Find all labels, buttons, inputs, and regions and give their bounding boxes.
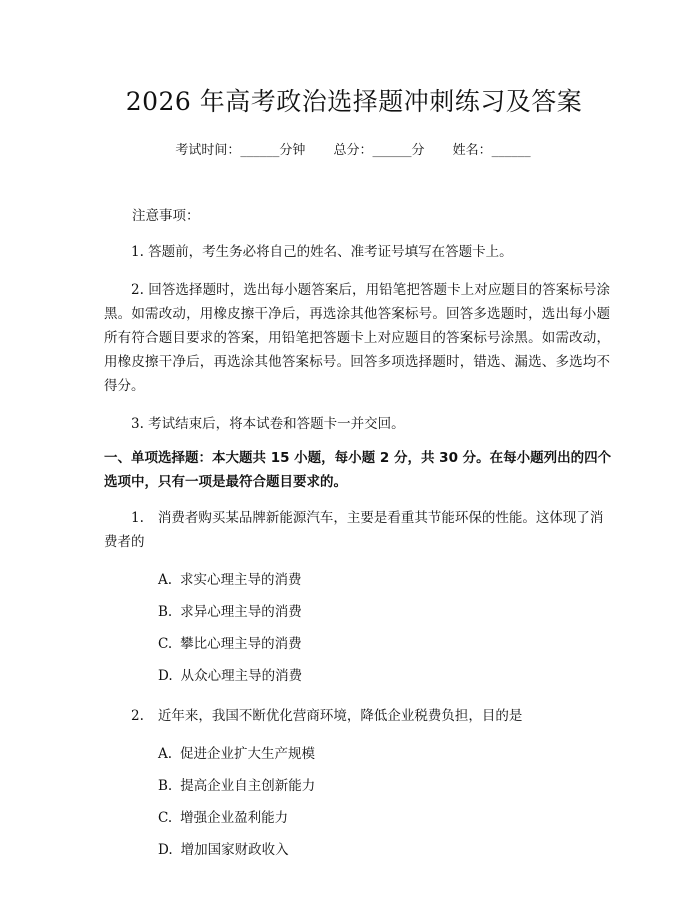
section-header: 一、单项选择题：本大题共 15 小题，每小题 2 分，共 30 分。在每小题列出的四个选项中，只有一项是最符合题目要求的。 [104, 450, 612, 490]
option-text: 求实心理主导的消费 [180, 572, 302, 588]
option-text: 从众心理主导的消费 [180, 668, 303, 684]
student-name-field: 姓名：______ [452, 143, 531, 158]
question-text: 近年来，我国不断优化营商环境，降低企业税费负担，目的是 [157, 708, 523, 724]
notice-item: 2. 回答选择题时，选出每小题答案后，用铅笔把答题卡上对应题目的答案标号涂黑。如需改动，用橡皮擦干净后，再选涂其他答案标号。回答多选题时，选出每小题所有符合题目要求的答案，用铅笔把答题卡上对应题目的答案标号涂黑。如需改动，用橡皮擦干净后，再选涂其他答案标号。回答多项选择题时，错选、漏选、多选均不得分。 [104, 282, 610, 394]
option-letter: B. [158, 778, 173, 794]
option-a [158, 564, 610, 596]
question [104, 506, 610, 692]
option-c [158, 802, 610, 834]
options-list [104, 564, 610, 692]
question-stem [104, 506, 610, 554]
option-text: 增加国家财政收入 [180, 842, 289, 858]
notice-heading: 注意事项： [132, 208, 200, 224]
option-letter: C. [158, 810, 173, 826]
option-letter: A. [158, 746, 173, 762]
exam-meta [96, 139, 610, 158]
options-list [104, 738, 610, 866]
total-score-field: 总分：______分 [333, 143, 425, 158]
option-letter: B. [158, 604, 173, 620]
option-d [158, 834, 610, 866]
option-b [158, 596, 610, 628]
question-number: 1. [131, 510, 144, 526]
option-text: 求异心理主导的消费 [180, 604, 302, 620]
option-letter: D. [158, 668, 173, 684]
option-letter: C. [158, 636, 173, 652]
option-text: 增强企业盈利能力 [180, 810, 289, 826]
question-number: 2. [131, 708, 144, 724]
option-a [158, 738, 610, 770]
exam-time-field: 考试时间：______分钟 [175, 143, 306, 158]
page-title: 2026 年高考政治选择题冲刺练习及答案 [125, 87, 583, 116]
option-text: 促进企业扩大生产规模 [180, 746, 316, 762]
option-c [158, 628, 610, 660]
question-stem [104, 704, 610, 728]
option-text: 提高企业自主创新能力 [180, 778, 316, 794]
option-d [158, 660, 610, 692]
notice-item: 1. 答题前，考生务必将自己的姓名、准考证号填写在答题卡上。 [131, 244, 513, 260]
question-text: 消费者购买某品牌新能源汽车，主要是看重其节能环保的性能。这体现了消费者的 [104, 510, 604, 550]
option-text: 攀比心理主导的消费 [180, 636, 302, 652]
option-letter: A. [158, 572, 173, 588]
option-b [158, 770, 610, 802]
option-letter: D. [158, 842, 173, 858]
notice-item: 3. 考试结束后，将本试卷和答题卡一并交回。 [131, 416, 405, 432]
question [104, 704, 610, 866]
